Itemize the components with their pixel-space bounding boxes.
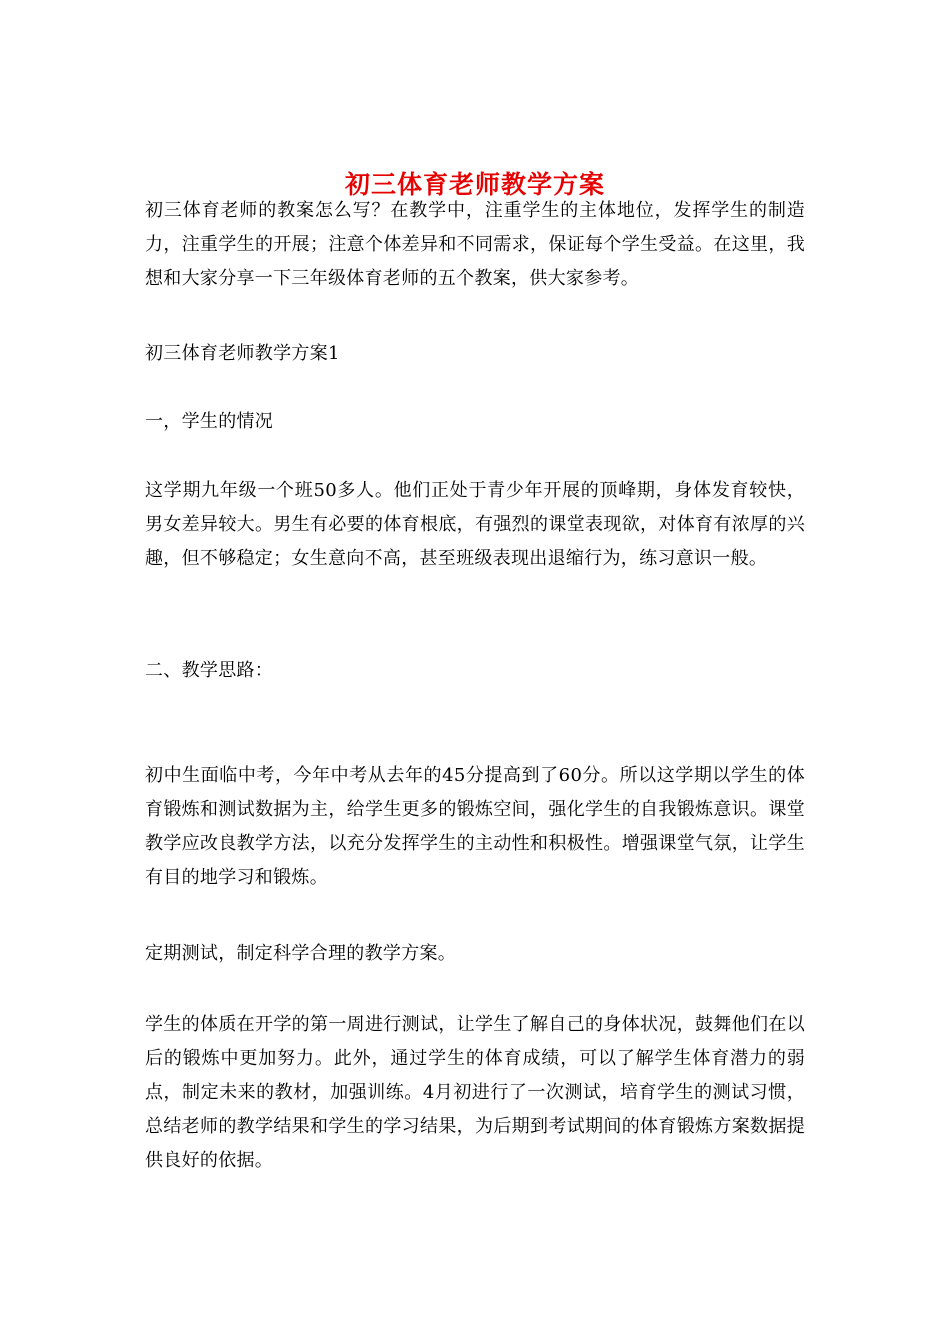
section-heading-plan-1: 初三体育老师教学方案1 (145, 343, 340, 364)
student-situation-paragraph: 这学期九年级一个班50多人。他们正处于青少年开展的顶峰期，身体发育较快，男女差异较大。男生有必要的体育根底，有强烈的课堂表现欲，对体育有浓厚的兴趣，但不够稳定；女生意向不高，甚至班级表现出退缩行为，练习意识一般。 (145, 480, 805, 569)
section-heading-student-situation: 一，学生的情况 (145, 411, 274, 432)
section-heading-teaching-ideas: 二、教学思路： (145, 660, 274, 681)
teaching-ideas-paragraph: 初中生面临中考，今年中考从去年的45分提高到了60分。所以这学期以学生的体育锻炼和测试数据为主，给学生更多的锻炼空间，强化学生的自我锻炼意识。课堂教学应改良教学方法，以充分发挥学生的主动性和积极性。增强课堂气氛，让学生有目的地学习和锻炼。 (145, 765, 805, 888)
intro-paragraph: 初三体育老师的教案怎么写？在教学中，注重学生的主体地位，发挥学生的制造力，注重学生的开展；注意个体差异和不同需求，保证每个学生受益。在这里，我想和大家分享一下三年级体育老师的五个教案，供大家参考。 (145, 200, 805, 289)
physical-testing-paragraph: 学生的体质在开学的第一周进行测试，让学生了解自己的身体状况，鼓舞他们在以后的锻炼中更加努力。此外，通过学生的体育成绩，可以了解学生体育潜力的弱点，制定未来的教材，加强训练。4月初进行了一次测试，培育学生的测试习惯，总结老师的教学结果和学生的学习结果，为后期到考试期间的体育锻炼方案数据提供良好的依据。 (145, 1014, 805, 1171)
page-title: 初三体育老师教学方案 (344, 169, 605, 199)
regular-testing-paragraph: 定期测试，制定科学合理的教学方案。 (145, 943, 457, 964)
